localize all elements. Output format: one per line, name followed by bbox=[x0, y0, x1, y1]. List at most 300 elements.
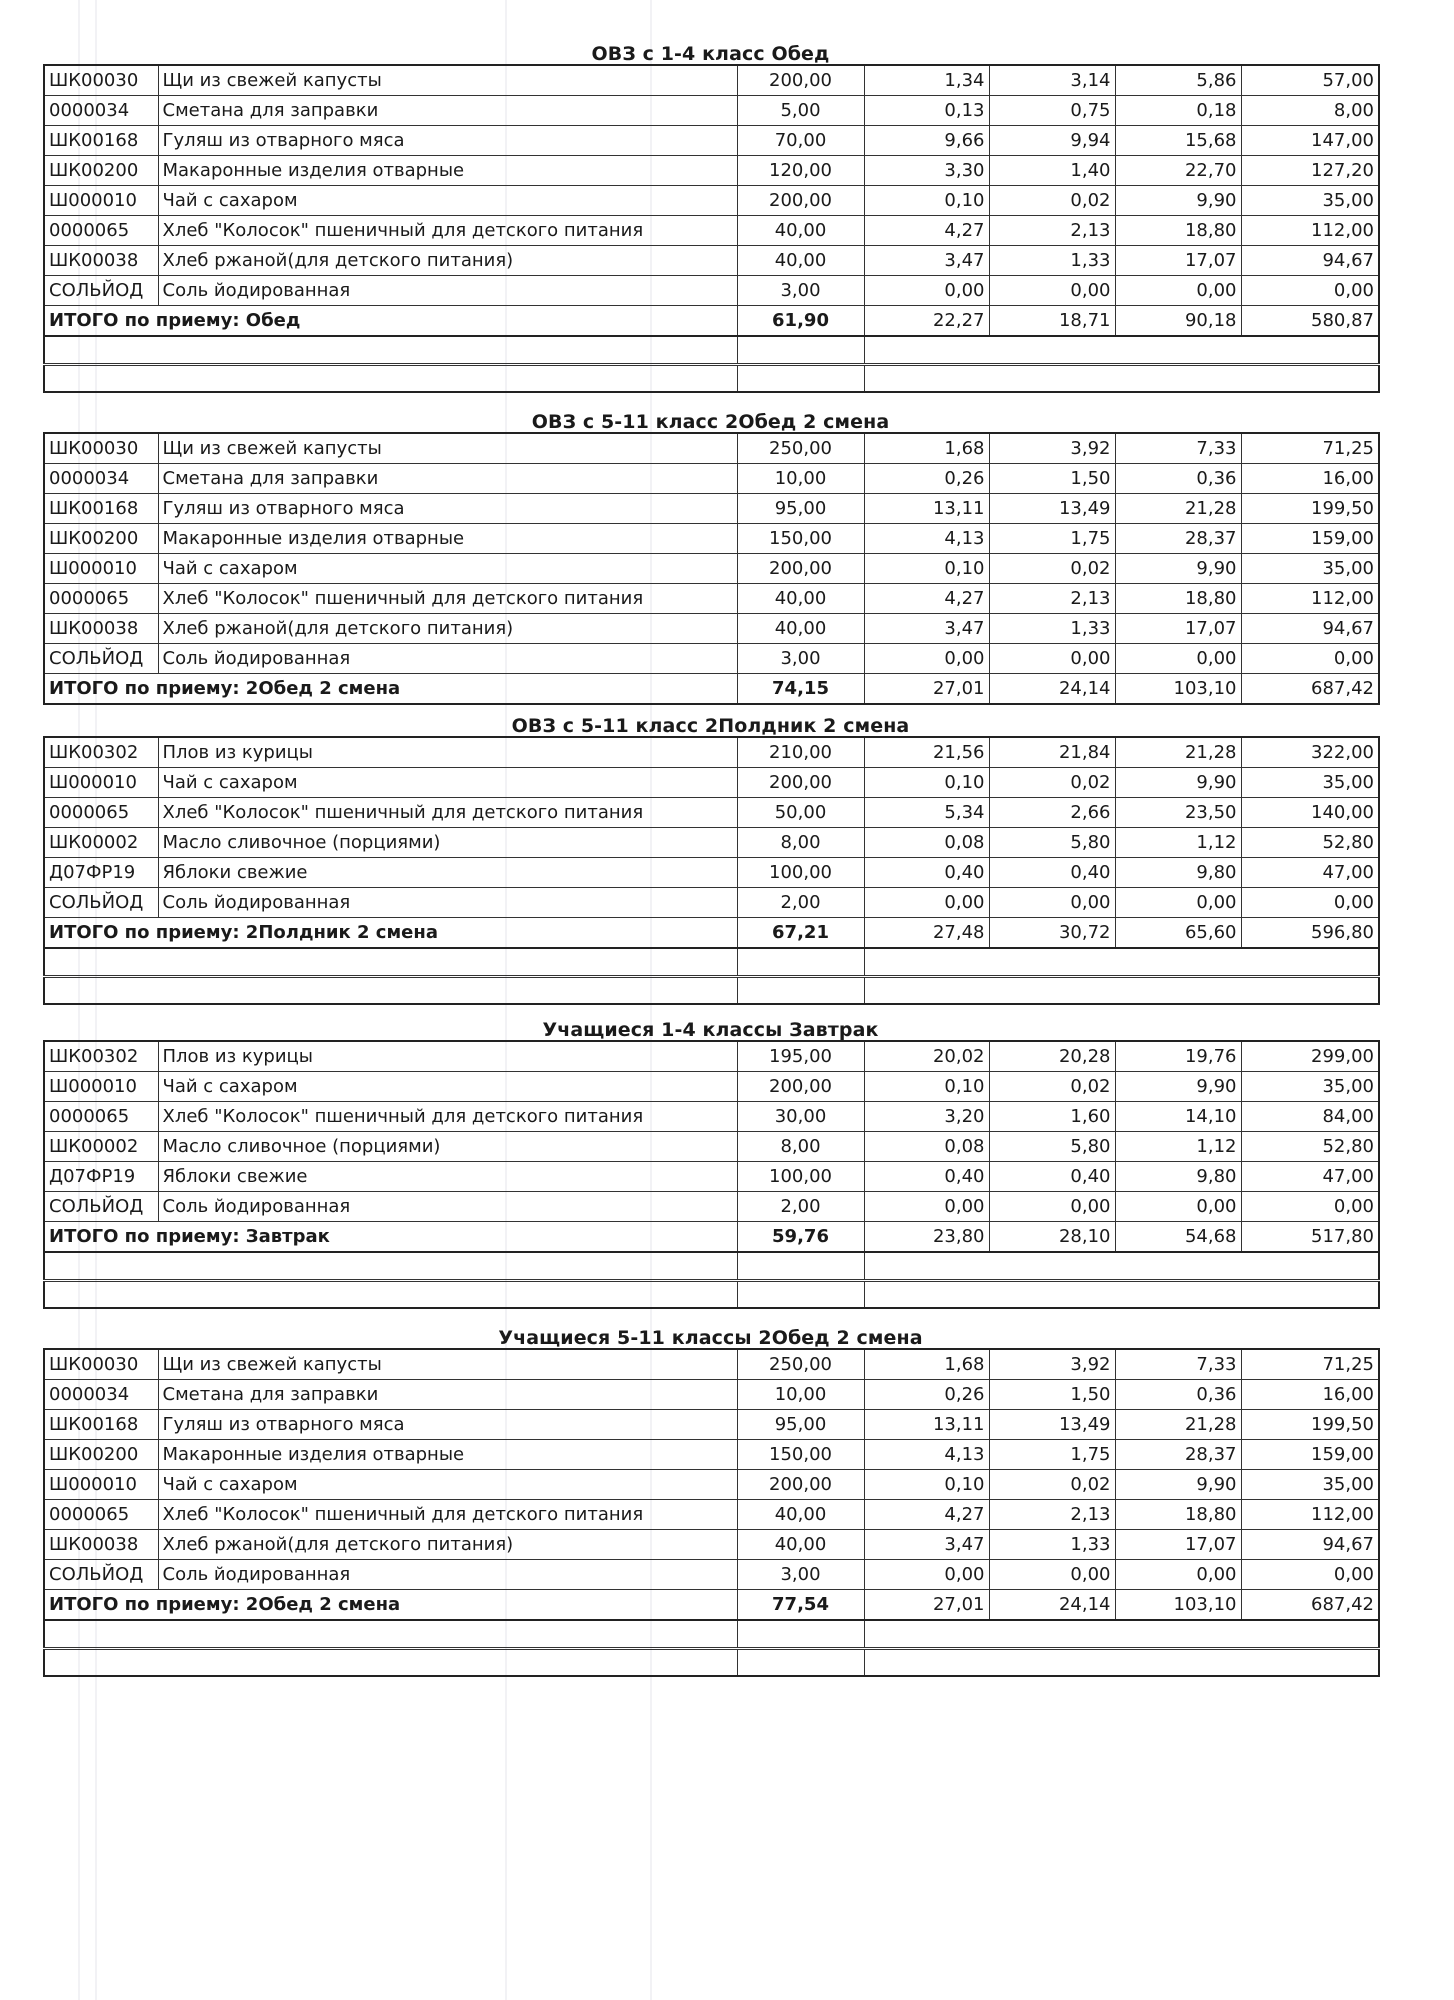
item-weight: 250,00 bbox=[737, 1349, 864, 1380]
table-row bbox=[44, 186, 1379, 216]
item-name: Плов из курицы bbox=[158, 737, 737, 768]
table-row bbox=[44, 126, 1379, 156]
menu-section bbox=[43, 716, 1378, 1005]
item-protein: 0,00 bbox=[864, 888, 989, 918]
item-carbs: 18,80 bbox=[1115, 584, 1241, 614]
blank-cell bbox=[737, 1280, 864, 1308]
item-code: СОЛЬЙОД bbox=[44, 1560, 158, 1590]
item-weight: 8,00 bbox=[737, 828, 864, 858]
item-kcal: 16,00 bbox=[1241, 464, 1379, 494]
item-kcal: 35,00 bbox=[1241, 768, 1379, 798]
item-kcal: 35,00 bbox=[1241, 554, 1379, 584]
item-protein: 0,40 bbox=[864, 1162, 989, 1192]
blank-row bbox=[44, 1280, 1379, 1308]
table-row bbox=[44, 524, 1379, 554]
item-fat: 1,33 bbox=[989, 246, 1115, 276]
item-fat: 3,92 bbox=[989, 1349, 1115, 1380]
item-carbs: 17,07 bbox=[1115, 246, 1241, 276]
item-carbs: 0,18 bbox=[1115, 96, 1241, 126]
blank-row bbox=[44, 976, 1379, 1004]
item-weight: 2,00 bbox=[737, 1192, 864, 1222]
item-code: Ш000010 bbox=[44, 1470, 158, 1500]
item-name: Масло сливочное (порциями) bbox=[158, 828, 737, 858]
blank-cell bbox=[864, 948, 1379, 976]
total-label: ИТОГО по приему: Обед bbox=[44, 306, 737, 337]
item-name: Соль йодированная bbox=[158, 276, 737, 306]
item-name: Хлеб ржаной(для детского питания) bbox=[158, 1530, 737, 1560]
item-carbs: 9,90 bbox=[1115, 554, 1241, 584]
item-protein: 0,00 bbox=[864, 644, 989, 674]
item-code: ШК00030 bbox=[44, 433, 158, 464]
item-name: Хлеб ржаной(для детского питания) bbox=[158, 246, 737, 276]
item-carbs: 15,68 bbox=[1115, 126, 1241, 156]
total-weight: 61,90 bbox=[737, 306, 864, 337]
total-label: ИТОГО по приему: 2Обед 2 смена bbox=[44, 674, 737, 705]
item-carbs: 1,12 bbox=[1115, 1132, 1241, 1162]
item-protein: 0,08 bbox=[864, 828, 989, 858]
item-name: Макаронные изделия отварные bbox=[158, 1440, 737, 1470]
table-row bbox=[44, 1162, 1379, 1192]
item-fat: 1,50 bbox=[989, 1380, 1115, 1410]
item-name: Соль йодированная bbox=[158, 1192, 737, 1222]
item-fat: 0,00 bbox=[989, 1560, 1115, 1590]
item-weight: 95,00 bbox=[737, 1410, 864, 1440]
item-name: Хлеб ржаной(для детского питания) bbox=[158, 614, 737, 644]
section-title: ОВЗ с 1-4 класс Обед bbox=[591, 43, 830, 65]
item-code: ШК00168 bbox=[44, 494, 158, 524]
item-code: ШК00038 bbox=[44, 614, 158, 644]
item-code: Ш000010 bbox=[44, 554, 158, 584]
item-weight: 3,00 bbox=[737, 1560, 864, 1590]
total-protein: 27,48 bbox=[864, 918, 989, 949]
item-name: Чай с сахаром bbox=[158, 1470, 737, 1500]
item-weight: 250,00 bbox=[737, 433, 864, 464]
table-row bbox=[44, 1500, 1379, 1530]
item-kcal: 0,00 bbox=[1241, 888, 1379, 918]
item-code: 0000034 bbox=[44, 464, 158, 494]
item-code: ШК00302 bbox=[44, 737, 158, 768]
table-row bbox=[44, 1560, 1379, 1590]
item-code: ШК00002 bbox=[44, 828, 158, 858]
total-protein: 27,01 bbox=[864, 674, 989, 705]
item-code: 0000065 bbox=[44, 216, 158, 246]
blank-cell bbox=[864, 976, 1379, 1004]
table-row bbox=[44, 1192, 1379, 1222]
item-fat: 0,02 bbox=[989, 186, 1115, 216]
item-kcal: 47,00 bbox=[1241, 858, 1379, 888]
item-kcal: 159,00 bbox=[1241, 524, 1379, 554]
item-carbs: 28,37 bbox=[1115, 524, 1241, 554]
item-fat: 0,02 bbox=[989, 768, 1115, 798]
blank-row bbox=[44, 336, 1379, 364]
item-kcal: 0,00 bbox=[1241, 1560, 1379, 1590]
item-fat: 5,80 bbox=[989, 1132, 1115, 1162]
item-protein: 21,56 bbox=[864, 737, 989, 768]
item-carbs: 9,90 bbox=[1115, 1470, 1241, 1500]
item-kcal: 84,00 bbox=[1241, 1102, 1379, 1132]
item-protein: 1,68 bbox=[864, 433, 989, 464]
item-weight: 2,00 bbox=[737, 888, 864, 918]
item-weight: 200,00 bbox=[737, 65, 864, 96]
item-code: 0000034 bbox=[44, 1380, 158, 1410]
item-weight: 210,00 bbox=[737, 737, 864, 768]
item-protein: 4,27 bbox=[864, 584, 989, 614]
item-name: Хлеб "Колосок" пшеничный для детского питания bbox=[158, 1102, 737, 1132]
item-fat: 0,00 bbox=[989, 276, 1115, 306]
table-row bbox=[44, 1349, 1379, 1380]
item-kcal: 94,67 bbox=[1241, 614, 1379, 644]
blank-cell bbox=[737, 364, 864, 392]
item-fat: 3,92 bbox=[989, 433, 1115, 464]
item-kcal: 57,00 bbox=[1241, 65, 1379, 96]
item-code: СОЛЬЙОД bbox=[44, 644, 158, 674]
item-carbs: 14,10 bbox=[1115, 1102, 1241, 1132]
blank-row bbox=[44, 364, 1379, 392]
item-kcal: 0,00 bbox=[1241, 276, 1379, 306]
item-protein: 0,10 bbox=[864, 768, 989, 798]
table-row bbox=[44, 96, 1379, 126]
table-row bbox=[44, 246, 1379, 276]
item-kcal: 112,00 bbox=[1241, 1500, 1379, 1530]
item-name: Масло сливочное (порциями) bbox=[158, 1132, 737, 1162]
item-fat: 1,33 bbox=[989, 614, 1115, 644]
item-code: ШК00302 bbox=[44, 1041, 158, 1072]
item-kcal: 0,00 bbox=[1241, 1192, 1379, 1222]
item-fat: 1,75 bbox=[989, 1440, 1115, 1470]
item-weight: 120,00 bbox=[737, 156, 864, 186]
item-fat: 21,84 bbox=[989, 737, 1115, 768]
table-row bbox=[44, 1041, 1379, 1072]
item-fat: 13,49 bbox=[989, 494, 1115, 524]
item-carbs: 19,76 bbox=[1115, 1041, 1241, 1072]
item-name: Чай с сахаром bbox=[158, 1072, 737, 1102]
blank-cell bbox=[737, 948, 864, 976]
item-protein: 0,40 bbox=[864, 858, 989, 888]
item-carbs: 0,00 bbox=[1115, 276, 1241, 306]
item-code: ШК00030 bbox=[44, 65, 158, 96]
section-title: Учащиеся 1-4 классы Завтрак bbox=[542, 1019, 879, 1041]
item-carbs: 28,37 bbox=[1115, 1440, 1241, 1470]
table-row bbox=[44, 888, 1379, 918]
item-weight: 195,00 bbox=[737, 1041, 864, 1072]
item-carbs: 7,33 bbox=[1115, 433, 1241, 464]
item-fat: 0,02 bbox=[989, 554, 1115, 584]
item-code: ШК00200 bbox=[44, 1440, 158, 1470]
item-code: 0000034 bbox=[44, 96, 158, 126]
table-row bbox=[44, 768, 1379, 798]
item-fat: 0,40 bbox=[989, 858, 1115, 888]
table-row bbox=[44, 554, 1379, 584]
blank-cell bbox=[864, 1252, 1379, 1280]
item-name: Сметана для заправки bbox=[158, 96, 737, 126]
total-carbs: 65,60 bbox=[1115, 918, 1241, 949]
item-carbs: 9,80 bbox=[1115, 858, 1241, 888]
table-row bbox=[44, 216, 1379, 246]
item-code: 0000065 bbox=[44, 798, 158, 828]
item-code: СОЛЬЙОД bbox=[44, 1192, 158, 1222]
total-protein: 22,27 bbox=[864, 306, 989, 337]
item-kcal: 159,00 bbox=[1241, 1440, 1379, 1470]
item-fat: 1,40 bbox=[989, 156, 1115, 186]
item-name: Яблоки свежие bbox=[158, 858, 737, 888]
menu-section bbox=[43, 1328, 1378, 1677]
item-name: Сметана для заправки bbox=[158, 1380, 737, 1410]
table-row bbox=[44, 464, 1379, 494]
item-carbs: 9,90 bbox=[1115, 186, 1241, 216]
table-row bbox=[44, 1072, 1379, 1102]
total-row bbox=[44, 1222, 1379, 1253]
item-name: Чай с сахаром bbox=[158, 768, 737, 798]
item-name: Соль йодированная bbox=[158, 1560, 737, 1590]
item-weight: 200,00 bbox=[737, 186, 864, 216]
item-carbs: 0,00 bbox=[1115, 1560, 1241, 1590]
item-carbs: 0,00 bbox=[1115, 644, 1241, 674]
item-protein: 4,13 bbox=[864, 1440, 989, 1470]
item-name: Хлеб "Колосок" пшеничный для детского питания bbox=[158, 584, 737, 614]
item-protein: 13,11 bbox=[864, 494, 989, 524]
blank-cell bbox=[864, 364, 1379, 392]
menu-table bbox=[43, 432, 1380, 705]
item-carbs: 23,50 bbox=[1115, 798, 1241, 828]
menu-section bbox=[43, 44, 1378, 393]
item-protein: 0,26 bbox=[864, 1380, 989, 1410]
item-weight: 70,00 bbox=[737, 126, 864, 156]
item-name: Хлеб "Колосок" пшеничный для детского питания bbox=[158, 216, 737, 246]
total-kcal: 687,42 bbox=[1241, 1590, 1379, 1621]
item-fat: 20,28 bbox=[989, 1041, 1115, 1072]
item-protein: 1,68 bbox=[864, 1349, 989, 1380]
item-weight: 40,00 bbox=[737, 246, 864, 276]
item-kcal: 47,00 bbox=[1241, 1162, 1379, 1192]
table-row bbox=[44, 1440, 1379, 1470]
blank-cell bbox=[737, 1620, 864, 1648]
item-fat: 0,00 bbox=[989, 1192, 1115, 1222]
blank-row bbox=[44, 1620, 1379, 1648]
item-fat: 0,02 bbox=[989, 1470, 1115, 1500]
item-kcal: 127,20 bbox=[1241, 156, 1379, 186]
item-weight: 100,00 bbox=[737, 858, 864, 888]
item-carbs: 0,00 bbox=[1115, 1192, 1241, 1222]
item-name: Чай с сахаром bbox=[158, 186, 737, 216]
item-carbs: 21,28 bbox=[1115, 1410, 1241, 1440]
total-carbs: 54,68 bbox=[1115, 1222, 1241, 1253]
item-protein: 0,26 bbox=[864, 464, 989, 494]
item-name: Щи из свежей капусты bbox=[158, 433, 737, 464]
blank-cell bbox=[737, 1252, 864, 1280]
total-kcal: 517,80 bbox=[1241, 1222, 1379, 1253]
item-code: Ш000010 bbox=[44, 768, 158, 798]
menu-section bbox=[43, 1020, 1378, 1309]
item-weight: 150,00 bbox=[737, 1440, 864, 1470]
item-fat: 1,33 bbox=[989, 1530, 1115, 1560]
item-code: ШК00030 bbox=[44, 1349, 158, 1380]
total-weight: 59,76 bbox=[737, 1222, 864, 1253]
blank-row bbox=[44, 1252, 1379, 1280]
item-kcal: 35,00 bbox=[1241, 1470, 1379, 1500]
item-fat: 9,94 bbox=[989, 126, 1115, 156]
item-fat: 2,13 bbox=[989, 1500, 1115, 1530]
table-row bbox=[44, 1530, 1379, 1560]
table-row bbox=[44, 1410, 1379, 1440]
item-name: Чай с сахаром bbox=[158, 554, 737, 584]
item-carbs: 0,00 bbox=[1115, 888, 1241, 918]
total-row bbox=[44, 674, 1379, 705]
total-weight: 74,15 bbox=[737, 674, 864, 705]
item-carbs: 18,80 bbox=[1115, 216, 1241, 246]
total-carbs: 103,10 bbox=[1115, 674, 1241, 705]
table-row bbox=[44, 1102, 1379, 1132]
item-carbs: 7,33 bbox=[1115, 1349, 1241, 1380]
item-protein: 0,00 bbox=[864, 1192, 989, 1222]
blank-cell bbox=[44, 336, 737, 364]
item-weight: 8,00 bbox=[737, 1132, 864, 1162]
total-fat: 28,10 bbox=[989, 1222, 1115, 1253]
blank-cell bbox=[864, 1280, 1379, 1308]
total-label: ИТОГО по приему: Завтрак bbox=[44, 1222, 737, 1253]
item-name: Макаронные изделия отварные bbox=[158, 524, 737, 554]
item-fat: 1,75 bbox=[989, 524, 1115, 554]
table-row bbox=[44, 828, 1379, 858]
item-kcal: 199,50 bbox=[1241, 1410, 1379, 1440]
item-protein: 0,00 bbox=[864, 1560, 989, 1590]
item-kcal: 322,00 bbox=[1241, 737, 1379, 768]
blank-cell bbox=[44, 1620, 737, 1648]
item-code: ШК00168 bbox=[44, 1410, 158, 1440]
item-protein: 3,47 bbox=[864, 614, 989, 644]
table-row bbox=[44, 156, 1379, 186]
item-protein: 5,34 bbox=[864, 798, 989, 828]
item-kcal: 71,25 bbox=[1241, 433, 1379, 464]
item-code: ШК00200 bbox=[44, 156, 158, 186]
total-label: ИТОГО по приему: 2Полдник 2 смена bbox=[44, 918, 737, 949]
item-fat: 3,14 bbox=[989, 65, 1115, 96]
item-kcal: 8,00 bbox=[1241, 96, 1379, 126]
total-fat: 24,14 bbox=[989, 674, 1115, 705]
item-code: 0000065 bbox=[44, 1500, 158, 1530]
total-protein: 27,01 bbox=[864, 1590, 989, 1621]
item-carbs: 22,70 bbox=[1115, 156, 1241, 186]
item-weight: 40,00 bbox=[737, 1500, 864, 1530]
item-fat: 2,13 bbox=[989, 584, 1115, 614]
item-code: ШК00002 bbox=[44, 1132, 158, 1162]
item-kcal: 35,00 bbox=[1241, 1072, 1379, 1102]
item-code: 0000065 bbox=[44, 1102, 158, 1132]
table-row bbox=[44, 644, 1379, 674]
item-carbs: 0,36 bbox=[1115, 464, 1241, 494]
total-row bbox=[44, 306, 1379, 337]
item-weight: 40,00 bbox=[737, 216, 864, 246]
item-name: Хлеб "Колосок" пшеничный для детского питания bbox=[158, 798, 737, 828]
total-carbs: 103,10 bbox=[1115, 1590, 1241, 1621]
item-fat: 0,00 bbox=[989, 888, 1115, 918]
blank-cell bbox=[737, 336, 864, 364]
item-protein: 3,20 bbox=[864, 1102, 989, 1132]
item-protein: 20,02 bbox=[864, 1041, 989, 1072]
item-code: Д07ФР19 bbox=[44, 1162, 158, 1192]
item-kcal: 0,00 bbox=[1241, 644, 1379, 674]
item-protein: 0,10 bbox=[864, 1470, 989, 1500]
item-kcal: 94,67 bbox=[1241, 1530, 1379, 1560]
item-carbs: 17,07 bbox=[1115, 614, 1241, 644]
table-row bbox=[44, 614, 1379, 644]
blank-cell bbox=[864, 1648, 1379, 1676]
item-carbs: 1,12 bbox=[1115, 828, 1241, 858]
item-protein: 4,27 bbox=[864, 1500, 989, 1530]
blank-cell bbox=[44, 364, 737, 392]
item-protein: 1,34 bbox=[864, 65, 989, 96]
item-fat: 0,40 bbox=[989, 1162, 1115, 1192]
item-fat: 0,00 bbox=[989, 644, 1115, 674]
item-code: Д07ФР19 bbox=[44, 858, 158, 888]
item-name: Плов из курицы bbox=[158, 1041, 737, 1072]
blank-cell bbox=[737, 1648, 864, 1676]
item-carbs: 21,28 bbox=[1115, 494, 1241, 524]
item-fat: 13,49 bbox=[989, 1410, 1115, 1440]
item-kcal: 112,00 bbox=[1241, 584, 1379, 614]
table-row bbox=[44, 1470, 1379, 1500]
item-weight: 40,00 bbox=[737, 1530, 864, 1560]
table-row bbox=[44, 65, 1379, 96]
total-kcal: 687,42 bbox=[1241, 674, 1379, 705]
item-code: ШК00038 bbox=[44, 1530, 158, 1560]
item-protein: 13,11 bbox=[864, 1410, 989, 1440]
item-name: Хлеб "Колосок" пшеничный для детского питания bbox=[158, 1500, 737, 1530]
item-code: ШК00200 bbox=[44, 524, 158, 554]
item-kcal: 140,00 bbox=[1241, 798, 1379, 828]
item-protein: 4,13 bbox=[864, 524, 989, 554]
item-name: Макаронные изделия отварные bbox=[158, 156, 737, 186]
item-protein: 0,08 bbox=[864, 1132, 989, 1162]
item-name: Гуляш из отварного мяса bbox=[158, 126, 737, 156]
item-weight: 150,00 bbox=[737, 524, 864, 554]
total-fat: 24,14 bbox=[989, 1590, 1115, 1621]
item-code: Ш000010 bbox=[44, 186, 158, 216]
total-carbs: 90,18 bbox=[1115, 306, 1241, 337]
item-weight: 50,00 bbox=[737, 798, 864, 828]
item-protein: 0,10 bbox=[864, 186, 989, 216]
item-carbs: 0,36 bbox=[1115, 1380, 1241, 1410]
item-fat: 5,80 bbox=[989, 828, 1115, 858]
item-weight: 10,00 bbox=[737, 1380, 864, 1410]
table-row bbox=[44, 494, 1379, 524]
table-row bbox=[44, 1380, 1379, 1410]
table-row bbox=[44, 1132, 1379, 1162]
item-weight: 30,00 bbox=[737, 1102, 864, 1132]
total-row bbox=[44, 918, 1379, 949]
item-weight: 200,00 bbox=[737, 554, 864, 584]
item-kcal: 94,67 bbox=[1241, 246, 1379, 276]
total-fat: 18,71 bbox=[989, 306, 1115, 337]
item-carbs: 9,80 bbox=[1115, 1162, 1241, 1192]
blank-cell bbox=[737, 976, 864, 1004]
total-weight: 67,21 bbox=[737, 918, 864, 949]
blank-cell bbox=[864, 1620, 1379, 1648]
table-row bbox=[44, 584, 1379, 614]
item-kcal: 52,80 bbox=[1241, 1132, 1379, 1162]
item-weight: 200,00 bbox=[737, 768, 864, 798]
table-row bbox=[44, 433, 1379, 464]
item-protein: 3,47 bbox=[864, 246, 989, 276]
table-row bbox=[44, 798, 1379, 828]
item-name: Соль йодированная bbox=[158, 888, 737, 918]
item-kcal: 16,00 bbox=[1241, 1380, 1379, 1410]
section-title: ОВЗ с 5-11 класс 2Полдник 2 смена bbox=[511, 715, 910, 737]
item-protein: 0,10 bbox=[864, 1072, 989, 1102]
item-kcal: 35,00 bbox=[1241, 186, 1379, 216]
item-code: Ш000010 bbox=[44, 1072, 158, 1102]
section-title: Учащиеся 5-11 классы 2Обед 2 смена bbox=[498, 1327, 923, 1349]
blank-cell bbox=[44, 1280, 737, 1308]
